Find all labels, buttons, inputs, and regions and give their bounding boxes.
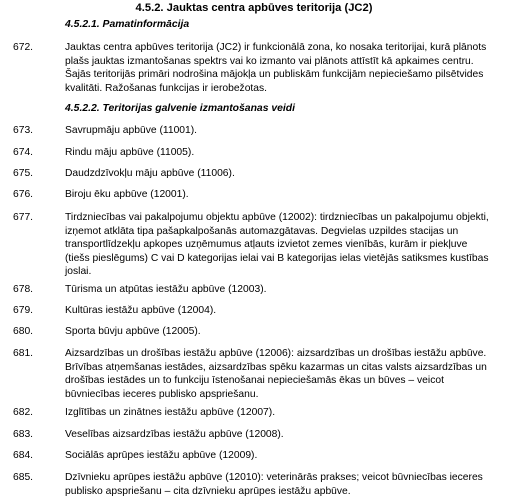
paragraph-number: 680. bbox=[13, 326, 34, 337]
paragraph-line: Šajās teritorijās primāri nodrošina mājokļa un publiskām funkcijām nepieciešamo pilsētvides bbox=[65, 69, 484, 81]
paragraph-line: Rindu māju apbūve (11005). bbox=[65, 147, 195, 158]
paragraph-line: transportlīdzekļu apkopes uzņēmumus atļauts izvietot zemes vienībās, kurām ir piekļuve bbox=[65, 239, 468, 251]
paragraph-line: būvniecības ieceres publisko apspriešanu. bbox=[65, 388, 259, 400]
paragraph-number: 685. bbox=[13, 472, 34, 483]
paragraph-number: 684. bbox=[13, 450, 34, 461]
paragraph-line: Savrupmāju apbūve (11001). bbox=[65, 125, 198, 136]
paragraph-text bbox=[65, 325, 497, 339]
paragraph-number: 675. bbox=[13, 168, 34, 179]
paragraph-number: 678. bbox=[13, 284, 34, 295]
paragraph-line: plašs jauktas izmantošanas spektrs vai ko izmanto vai plānots attīstīt kā apkaimes centru. bbox=[65, 55, 474, 67]
paragraph-line: Biroju ēku apbūve (12001). bbox=[65, 189, 189, 200]
paragraph-line: (tiešs pieslēgums) C vai D kategorijas ielai vai B kategorijas ielas vietējās satiksmes kustības bbox=[65, 252, 489, 264]
paragraph-line: joslai. bbox=[65, 266, 92, 278]
paragraph-number: 676. bbox=[13, 189, 34, 200]
paragraph-number: 674. bbox=[13, 147, 34, 158]
paragraph-line: Daudzdzīvokļu māju apbūve (11006). bbox=[65, 168, 235, 179]
paragraph-line: Brīvības atņemšanas iestādes, aizsardzības spēku kazarmas un citas valsts aizsardzības un bbox=[65, 361, 487, 373]
paragraph-text bbox=[65, 406, 497, 420]
paragraph-line: drošības iestādes un to funkciju īstenošanai nepieciešamās ēkas un būves – veicot bbox=[65, 375, 444, 387]
paragraph-number: 677. bbox=[13, 212, 34, 223]
paragraph-text bbox=[65, 188, 497, 202]
paragraph-line: Izglītības un zinātnes iestāžu apbūve (12007). bbox=[65, 407, 276, 418]
paragraph-line: kvalitāti. Ražošanas funkcijas ir ierobežotas. bbox=[65, 82, 268, 94]
paragraph-text bbox=[65, 167, 497, 181]
paragraph-text bbox=[65, 283, 497, 297]
paragraph-line: Sociālās aprūpes iestāžu apbūve (12009). bbox=[65, 450, 258, 461]
paragraph-number: 679. bbox=[13, 305, 34, 316]
paragraph-text bbox=[65, 41, 497, 95]
paragraph-text bbox=[65, 146, 497, 160]
paragraph-text bbox=[65, 471, 497, 498]
subsection-heading-main-uses: 4.5.2.2. Teritorijas galvenie izmantošanas veidi bbox=[65, 103, 296, 114]
subsection-heading-basic-info: 4.5.2.1. Pamatinformācija bbox=[65, 19, 190, 30]
paragraph-number: 682. bbox=[13, 407, 34, 418]
paragraph-text bbox=[65, 449, 497, 463]
paragraph-line: Sporta būvju apbūve (12005). bbox=[65, 326, 201, 337]
paragraph-number: 683. bbox=[13, 429, 34, 440]
paragraph-line: Veselības aizsardzības iestāžu apbūve (12008). bbox=[65, 429, 284, 440]
paragraph-number: 672. bbox=[13, 42, 34, 53]
paragraph-line: Dzīvnieku aprūpes iestāžu apbūve (12010): veterinārās prakses; veicot būvniecības ieceres bbox=[65, 472, 483, 483]
paragraph-number: 673. bbox=[13, 125, 34, 136]
section-title: 4.5.2. Jauktas centra apbūves teritorija (JC2) bbox=[135, 2, 373, 14]
paragraph-line: Aizsardzības un drošības iestāžu apbūve (12006): aizsardzības un drošības iestāžu apbūve. bbox=[65, 348, 487, 359]
paragraph-line: izņemot atklāta tipa pašapkalpošanās automazgātavas. Degvielas uzpildes stacijas un bbox=[65, 225, 459, 237]
paragraph-line: Tirdzniecības vai pakalpojumu objektu apbūve (12002): tirdzniecības un pakalpojumu objekti, bbox=[65, 212, 489, 223]
paragraph-text bbox=[65, 124, 497, 138]
paragraph-text bbox=[65, 428, 497, 442]
paragraph-line: Tūrisma un atpūtas iestāžu apbūve (12003). bbox=[65, 284, 267, 295]
paragraph-line: Jauktas centra apbūves teritorija (JC2) ir funkcionālā zona, ko nosaka teritorijai, kurā plānots bbox=[65, 42, 487, 53]
paragraph-text bbox=[65, 347, 497, 401]
paragraph-number: 681. bbox=[13, 348, 34, 359]
paragraph-text bbox=[65, 304, 497, 318]
paragraph-text bbox=[65, 211, 497, 279]
paragraph-line: Kultūras iestāžu apbūve (12004). bbox=[65, 305, 217, 316]
paragraph-line: publisko apspriešanu – cita dzīvnieku aprūpes iestāžu apbūve. bbox=[65, 485, 351, 497]
